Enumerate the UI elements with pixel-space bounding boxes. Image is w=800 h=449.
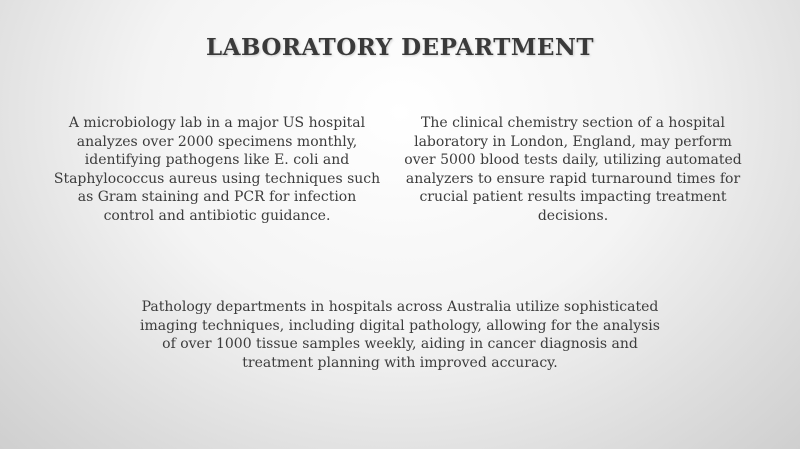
slide-title: LABORATORY DEPARTMENT <box>205 34 594 61</box>
pathology-paragraph: Pathology departments in hospitals across Australia utilize sophisticated imaging techniques, including digital pathology, allowing for the analysis of over 1000 tissue samples weekly, aiding in cancer diagnosis and treatment planning with improved accuracy. <box>140 299 660 371</box>
clinical-chemistry-paragraph: The clinical chemistry section of a hospital laboratory in London, England, may perform over 5000 blood tests daily, utilizing automated analyzers to ensure rapid turnaround times for crucial patient results impacting treatment decisions. <box>404 115 742 224</box>
microbiology-paragraph: A microbiology lab in a major US hospital analyzes over 2000 specimens monthly, identifying pathogens like E. coli and Staphylococcus aureus using techniques such as Gram staining and PCR for infection control and antibiotic guidance. <box>53 115 381 224</box>
